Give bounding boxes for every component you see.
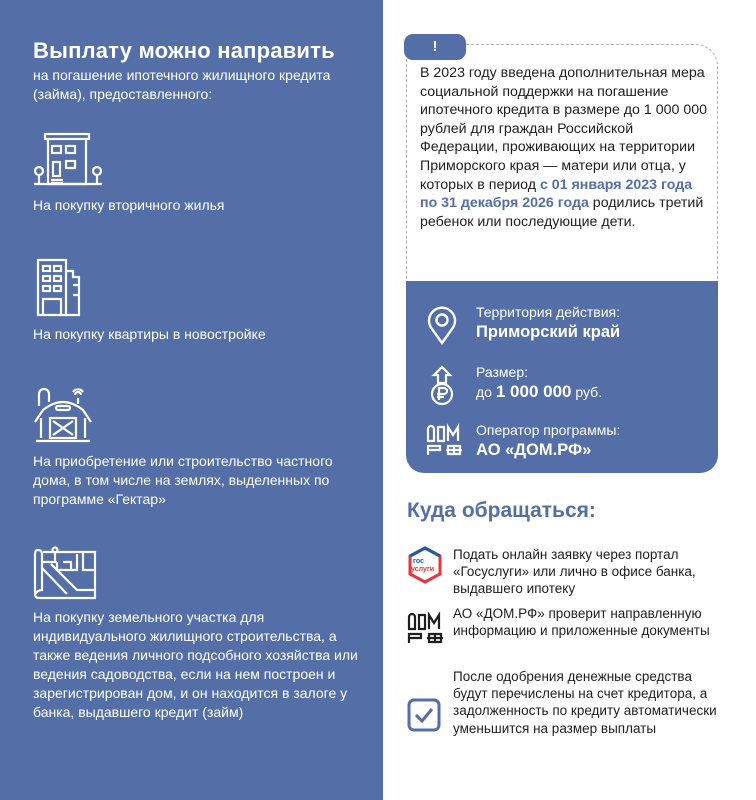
- territory-value: Приморский край: [476, 323, 621, 341]
- size-amount: 1 000 000: [495, 382, 572, 401]
- notice-period-highlight: с 01 января 2023 года по 31 декабря 2026 года: [420, 176, 693, 212]
- size-label: Размер:: [476, 364, 529, 380]
- secondary-housing-icon: [33, 128, 103, 188]
- left-subtitle: на погашение ипотечного жилищного кредита (займа), предоставленного:: [33, 67, 331, 102]
- option-text: На покупку вторичного жилья: [33, 197, 225, 213]
- new-building-icon: [33, 257, 93, 317]
- checkbox-check-icon: [407, 698, 441, 732]
- left-title: Выплату можно направить: [33, 38, 335, 63]
- land-plot-map-icon: [33, 544, 99, 600]
- option-private-house: [33, 384, 363, 509]
- domrf-logo-icon: [426, 423, 464, 457]
- contact-text: После одобрения денежные средства будут перечислены на счет кредитора, а задолженность по кредиту автоматически уменьшится на размер выплаты: [453, 669, 717, 736]
- operator-label: Оператор программы:: [476, 422, 621, 438]
- option-text: На покупку земельного участка для индивидуального жилищного строительства, а также ведения личного подсобного хозяйства или ведения садоводства, если на нем построен и зарегистрирован дом, и он находится в залоге у банка, выдавшего кредит (займ): [33, 609, 358, 720]
- program-info-box: [406, 281, 718, 473]
- territory-label: Территория действия:: [476, 304, 620, 320]
- domrf-logo-icon: [407, 611, 445, 645]
- contact-text: Подать онлайн заявку через портал «Госуслуги» или лично в офисе банка, выдавшего ипотеку: [453, 547, 696, 597]
- option-text: На покупку квартиры в новостройке: [33, 326, 266, 342]
- ruble-coin-up-icon: [426, 365, 458, 407]
- size-prefix: до: [476, 384, 496, 400]
- size-suffix: руб.: [571, 384, 603, 400]
- option-text: На приобретение или строительство частного дома, в том числе на землях, выделенных по программе «Гектар»: [33, 453, 333, 507]
- gosuslugi-logo-bottom: услуги: [411, 566, 435, 573]
- notice-text: [420, 64, 710, 231]
- notice-card: [406, 38, 718, 472]
- option-secondary-housing: [33, 128, 363, 215]
- contacts-title: Куда обращаться:: [407, 499, 596, 522]
- contact-text: АО «ДОМ.РФ» проверит направленную информацию и приложенные документы: [453, 606, 710, 639]
- location-pin-icon: [426, 305, 458, 345]
- exclamation-badge: !: [404, 34, 466, 60]
- notice-text-after: родились третий ребенок или последующие дети.: [420, 195, 704, 230]
- option-land-plot: [33, 544, 363, 722]
- operator-value: АО «ДОМ.РФ»: [476, 441, 592, 459]
- private-house-icon: [33, 384, 95, 444]
- size-value: [476, 382, 602, 402]
- gosuslugi-logo-top: гос: [413, 558, 424, 565]
- gosuslugi-logo-icon: [407, 546, 443, 584]
- option-new-building: [33, 257, 363, 344]
- notice-text-before: В 2023 году введена дополнительная мера социальной поддержки на погашение ипотечного кредита в размере до 1 000 000 рублей для граждан Российской Федерации, проживающих на территории Приморского края — матери или отца, у которых в период: [420, 65, 708, 193]
